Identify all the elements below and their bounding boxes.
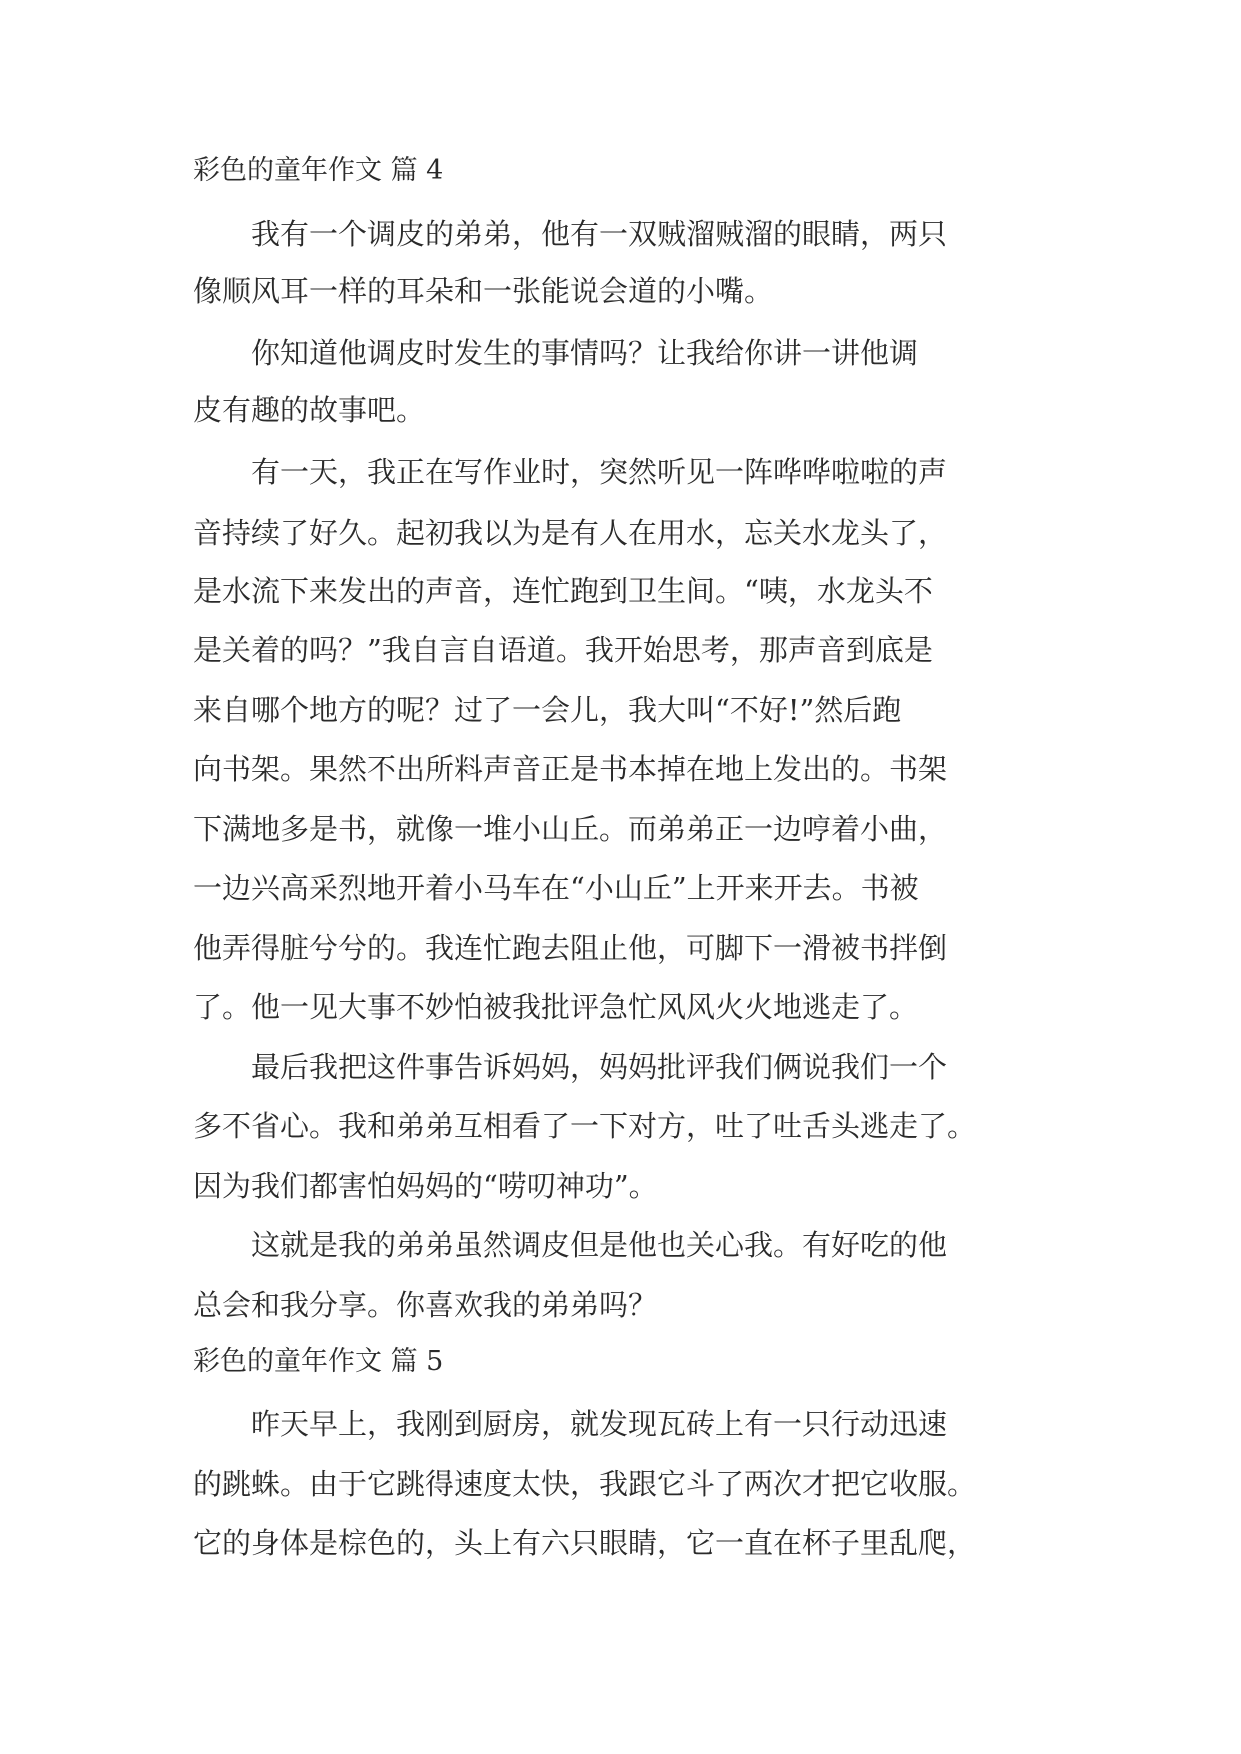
paragraph-line: 它的身体是棕色的，头上有六只眼睛，它一直在杯子里乱爬， — [193, 1526, 977, 1560]
paragraph-line: 向书架。果然不出所料声音正是书本掉在地上发出的。书架 — [193, 752, 948, 786]
paragraph-line: 有一天，我正在写作业时，突然听见一阵哗哗啦啦的声 — [193, 455, 948, 489]
paragraph-line: 像顺风耳一样的耳朵和一张能说会道的小嘴。 — [193, 274, 774, 308]
paragraph-line: 是水流下来发出的声音，连忙跑到卫生间。“咦，水龙头不 — [193, 574, 933, 608]
paragraph-line: 你知道他调皮时发生的事情吗？让我给你讲一讲他调 — [193, 336, 919, 370]
paragraph-line: 了。他一见大事不妙怕被我批评急忙风风火火地逃走了。 — [193, 990, 919, 1024]
paragraph-line: 音持续了好久。起初我以为是有人在用水，忘关水龙头了， — [193, 516, 948, 550]
essay-heading-5: 彩色的童年作文 篇 5 — [193, 1346, 444, 1377]
paragraph-line: 他弄得脏兮兮的。我连忙跑去阻止他，可脚下一滑被书拌倒 — [193, 931, 948, 965]
paragraph-line: 总会和我分享。你喜欢我的弟弟吗？ — [193, 1288, 658, 1322]
paragraph-line: 一边兴高采烈地开着小马车在“小山丘”上开来开去。书被 — [193, 871, 919, 905]
paragraph-line: 皮有趣的故事吧。 — [193, 393, 426, 427]
paragraph-line: 昨天早上，我刚到厨房，就发现瓦砖上有一只行动迅速 — [193, 1407, 948, 1441]
paragraph-line: 这就是我的弟弟虽然调皮但是他也关心我。有好吃的他 — [193, 1228, 948, 1262]
paragraph-line: 下满地多是书，就像一堆小山丘。而弟弟正一边哼着小曲， — [193, 812, 948, 846]
paragraph-line: 的跳蛛。由于它跳得速度太快，我跟它斗了两次才把它收服。 — [193, 1467, 977, 1501]
paragraph-line: 我有一个调皮的弟弟，他有一双贼溜贼溜的眼睛，两只 — [193, 217, 948, 251]
essay-heading-4: 彩色的童年作文 篇 4 — [193, 155, 444, 186]
paragraph-line: 是关着的吗？”我自言自语道。我开始思考，那声音到底是 — [193, 633, 933, 667]
paragraph-line: 多不省心。我和弟弟互相看了一下对方，吐了吐舌头逃走了。 — [193, 1109, 977, 1143]
paragraph-line: 最后我把这件事告诉妈妈，妈妈批评我们俩说我们一个 — [193, 1050, 948, 1084]
paragraph-line: 因为我们都害怕妈妈的“唠叨神功”。 — [193, 1169, 658, 1203]
paragraph-line: 来自哪个地方的呢？过了一会儿，我大叫“不好!”然后跑 — [193, 693, 902, 727]
